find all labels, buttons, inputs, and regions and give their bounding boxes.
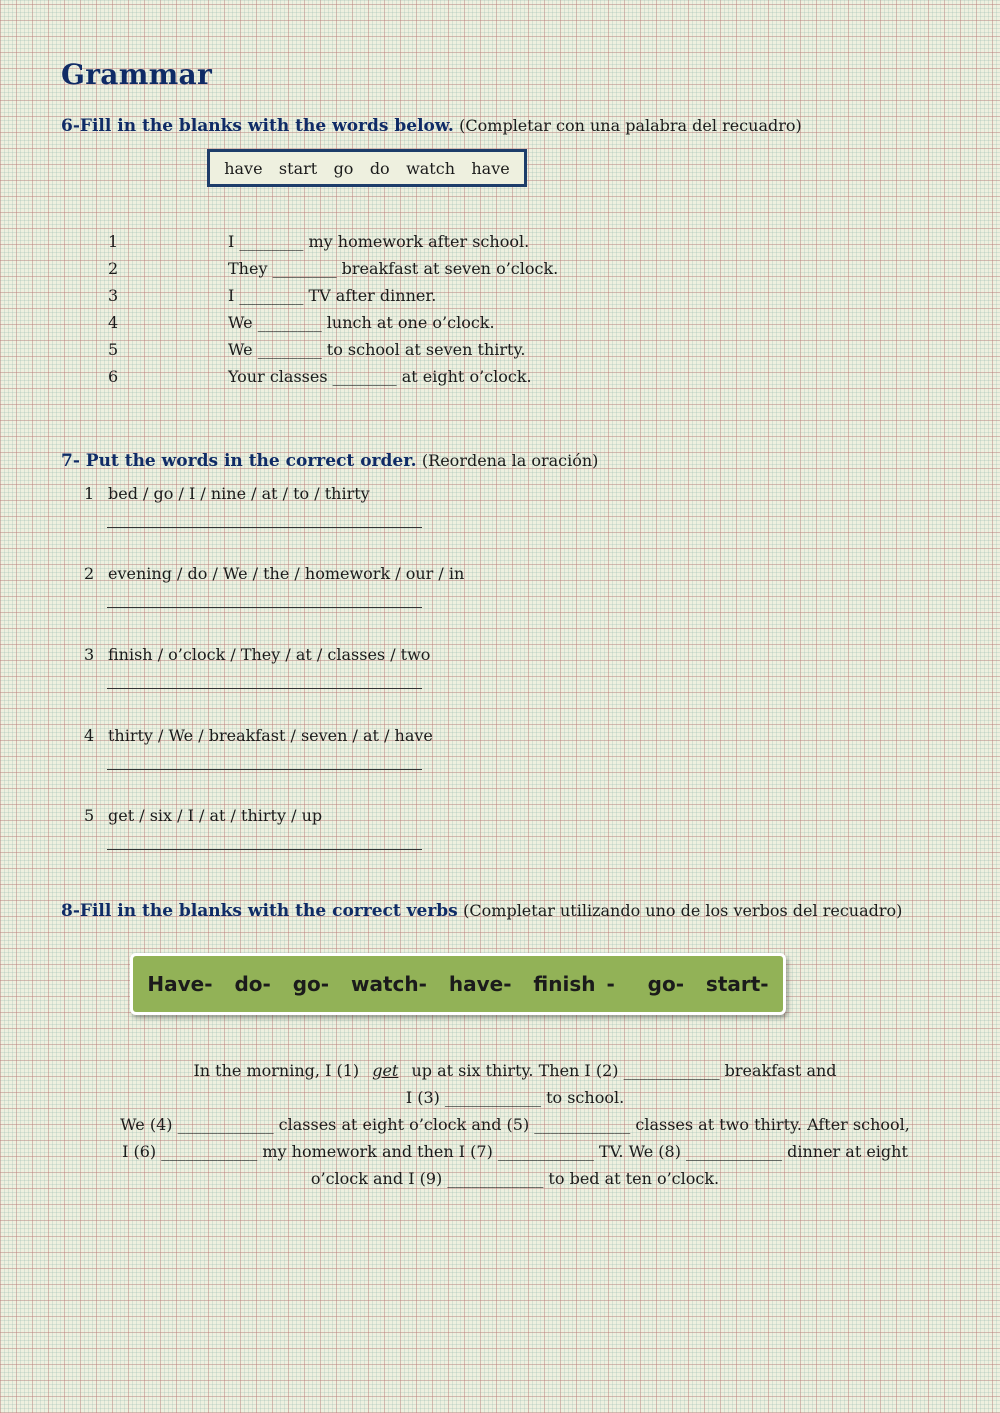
verb-bank-box xyxy=(130,953,786,1015)
word-bank-item: start xyxy=(278,158,318,178)
section6-note: (Completar con una palabra del recuadro) xyxy=(459,116,802,135)
exercise6-number: 6 xyxy=(108,367,119,386)
verb-bank-list: Have- do- go- watch- have- finish - go- start- xyxy=(147,972,769,996)
story-paragraph xyxy=(80,1057,950,1192)
word-bank-item: do xyxy=(369,158,390,178)
story-line: We (4) ____________ classes at eight o’clock and (5) ____________ classes at two thirty. After school, xyxy=(120,1115,910,1134)
exercise6-sentence: I ________ TV after dinner. xyxy=(228,286,437,305)
section7-heading xyxy=(61,451,598,471)
section6-instruction: 6-Fill in the blanks with the words below. xyxy=(61,116,454,136)
exercise6-sentence: They ________ breakfast at seven o’clock. xyxy=(228,259,559,278)
exercise6-sentence: I ________ my homework after school. xyxy=(228,232,530,251)
story-text: In the morning, I (1) xyxy=(193,1061,365,1080)
story-line: o’clock and I (9) ____________ to bed at ten o’clock. xyxy=(310,1169,720,1188)
exercise6-sentence: We ________ lunch at one o’clock. xyxy=(228,313,495,332)
exercise7-words: evening / do / We / the / homework / our / in xyxy=(108,564,465,583)
story-line xyxy=(80,1057,950,1084)
section7-note: (Reordena la oración) xyxy=(421,451,599,470)
section6-heading xyxy=(61,116,802,136)
exercise6-sentence: Your classes ________ at eight o’clock. xyxy=(228,367,532,386)
page-title: Grammar xyxy=(61,58,213,91)
word-bank-item: have xyxy=(471,158,510,178)
example-answer: get xyxy=(372,1061,399,1080)
story-text: up at six thirty. Then I (2) ____________ breakfast and xyxy=(406,1061,837,1080)
exercise7-words: finish / o’clock / They / at / classes / two xyxy=(108,645,431,664)
story-line: I (6) ____________ my homework and then I (7) ____________ TV. We (8) ____________ dinner at eight xyxy=(122,1142,908,1161)
answer-line[interactable] xyxy=(107,527,422,528)
exercise7-number: 3 xyxy=(84,645,95,664)
exercise7-words: get / six / I / at / thirty / up xyxy=(108,806,323,825)
exercise7-words: bed / go / I / nine / at / to / thirty xyxy=(108,484,370,503)
exercise6-number: 5 xyxy=(108,340,119,359)
section8-heading xyxy=(61,901,902,921)
section7-instruction: 7- Put the words in the correct order. xyxy=(61,451,417,471)
answer-line[interactable] xyxy=(107,688,422,689)
section8-note: (Completar utilizando uno de los verbos del recuadro) xyxy=(463,901,903,920)
exercise7-number: 2 xyxy=(84,564,95,583)
exercise7-number: 5 xyxy=(84,806,95,825)
word-bank-box xyxy=(207,149,527,187)
word-bank-item: watch xyxy=(406,158,455,178)
exercise6-number: 1 xyxy=(108,232,119,251)
exercise6-sentence: We ________ to school at seven thirty. xyxy=(228,340,526,359)
section8-instruction: 8-Fill in the blanks with the correct verbs xyxy=(61,901,458,921)
exercise6-number: 4 xyxy=(108,313,119,332)
exercise6-number: 3 xyxy=(108,286,119,305)
word-bank-item: have xyxy=(224,158,263,178)
answer-line[interactable] xyxy=(107,607,422,608)
exercise7-words: thirty / We / breakfast / seven / at / have xyxy=(108,726,433,745)
answer-line[interactable] xyxy=(107,769,422,770)
exercise7-number: 1 xyxy=(84,484,95,503)
exercise6-number: 2 xyxy=(108,259,119,278)
story-line: I (3) ____________ to school. xyxy=(405,1088,625,1107)
word-bank-item: go xyxy=(333,158,354,178)
exercise7-number: 4 xyxy=(84,726,95,745)
answer-line[interactable] xyxy=(107,849,422,850)
